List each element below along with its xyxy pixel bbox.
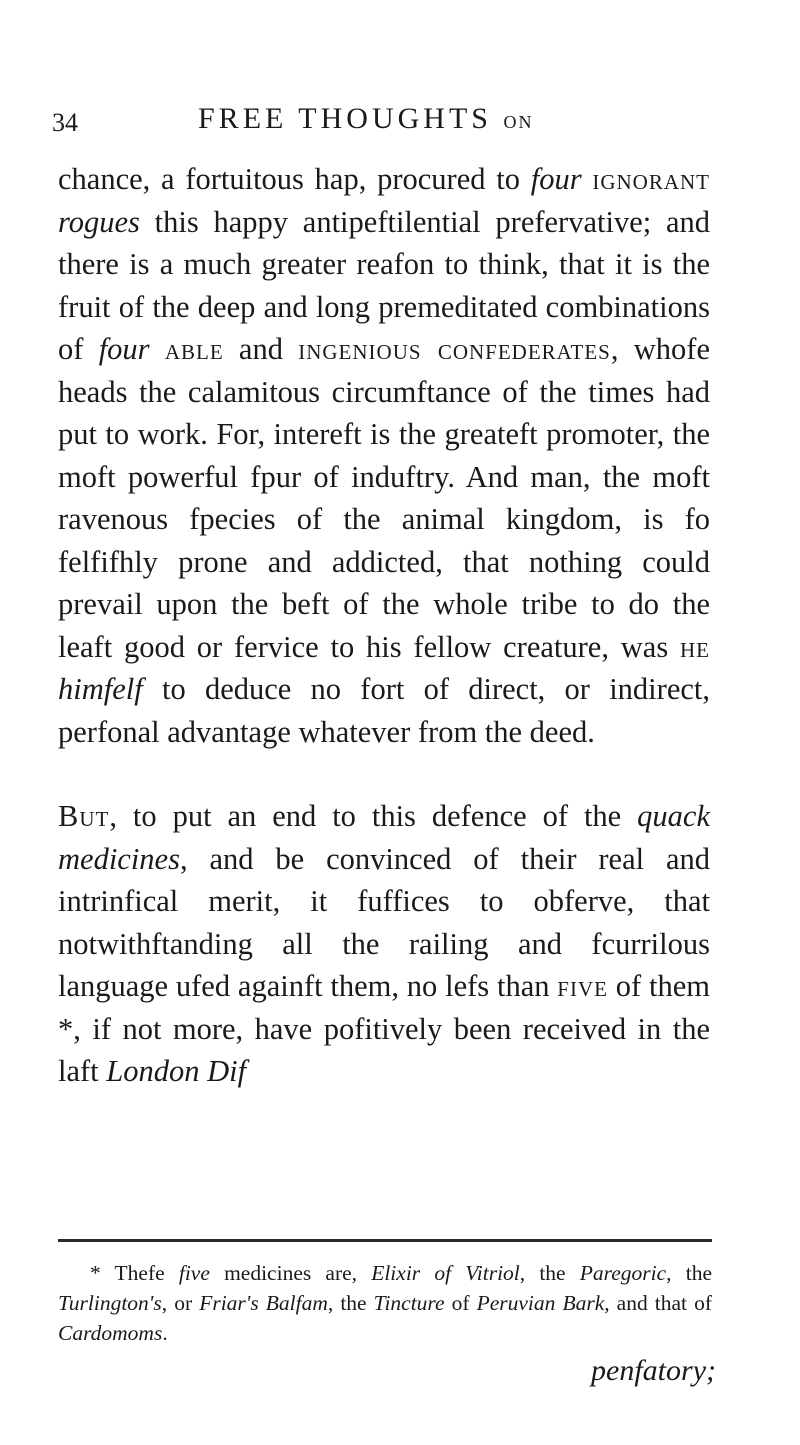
text-run: , and be convinced of their real and intrinfical merit, it fuffices to obferve, that notwithftanding all the railing and fcurrilous language ufed againft them, no lefs than [58, 841, 710, 1003]
text-run: , or [161, 1291, 200, 1315]
text-run: , the [327, 1291, 374, 1315]
text-run: medicines are, [209, 1261, 372, 1285]
footnote [58, 1258, 712, 1348]
italic-run: Friar's Balfam [199, 1291, 328, 1315]
italic-run: quack medicines [58, 799, 710, 876]
smallcaps-run: But [58, 799, 110, 833]
italic-run: Turlington's [58, 1291, 162, 1315]
italic-run: four [98, 332, 150, 366]
running-title-text: FREE THOUGHTS [198, 102, 492, 135]
catchword: penfatory; [591, 1354, 716, 1387]
paragraph-2 [58, 795, 710, 1093]
paragraph-1 [58, 158, 710, 753]
text-run: * Thefe [90, 1261, 179, 1285]
text-run: and [223, 332, 299, 366]
text-run: , whofe heads the calamitous circumftance of the times had put to work. For, intereft is the greateft promoter, the moft powerful fpur of induftry. And man, the moft ravenous fpecies of the animal kingdom, is fo felfifhly prone and addicted, that nothing could prevail upon the beft of the whole tribe to do the leaft good or fervice to his fellow creature, was [58, 332, 710, 664]
italic-run: Tincture [373, 1291, 445, 1315]
smallcaps-run: ignorant [592, 162, 710, 196]
text-run: this happy antipeftilential prefervative; and there is a much greater reafon to think, that it is the fruit of the deep and long premeditated combinations of [58, 204, 710, 366]
italic-run: four [530, 162, 582, 196]
smallcaps-run: ingenious confederates [298, 332, 611, 366]
italic-run: Cardomoms [58, 1321, 163, 1345]
page-header [52, 102, 752, 148]
text-run: of [444, 1291, 477, 1315]
italic-run: Elixir of Vitriol [371, 1261, 520, 1285]
page-number: 34 [52, 108, 78, 137]
smallcaps-run: five [557, 969, 608, 1003]
text-run: of them *, if not more, have pofitively been received in the laft [58, 969, 710, 1088]
text-run: chance, a fortuitous hap, procured to [58, 162, 531, 196]
italic-run: Peruvian Bark [476, 1291, 605, 1315]
text-run: . [162, 1321, 168, 1345]
text-run: to deduce no fort of direct, or indirect, perfonal advantage whatever from the deed. [58, 672, 710, 749]
text-run: , to put an end to this defence of the [109, 799, 638, 833]
running-title [198, 102, 533, 136]
italic-run: five [178, 1261, 210, 1285]
smallcaps-run: able [164, 332, 224, 366]
text-run: , the [519, 1261, 580, 1285]
footnote-divider [58, 1239, 712, 1242]
text-run: , the [666, 1261, 712, 1285]
body-text [58, 158, 710, 1093]
text-run: , and that of [604, 1291, 712, 1315]
italic-run: London Dif [106, 1054, 247, 1088]
italic-run: himfelf [58, 672, 143, 706]
running-title-suffix: ON [503, 112, 534, 132]
italic-run: Paregoric [579, 1261, 667, 1285]
italic-run: rogues [58, 204, 140, 239]
smallcaps-run: he [680, 629, 710, 664]
